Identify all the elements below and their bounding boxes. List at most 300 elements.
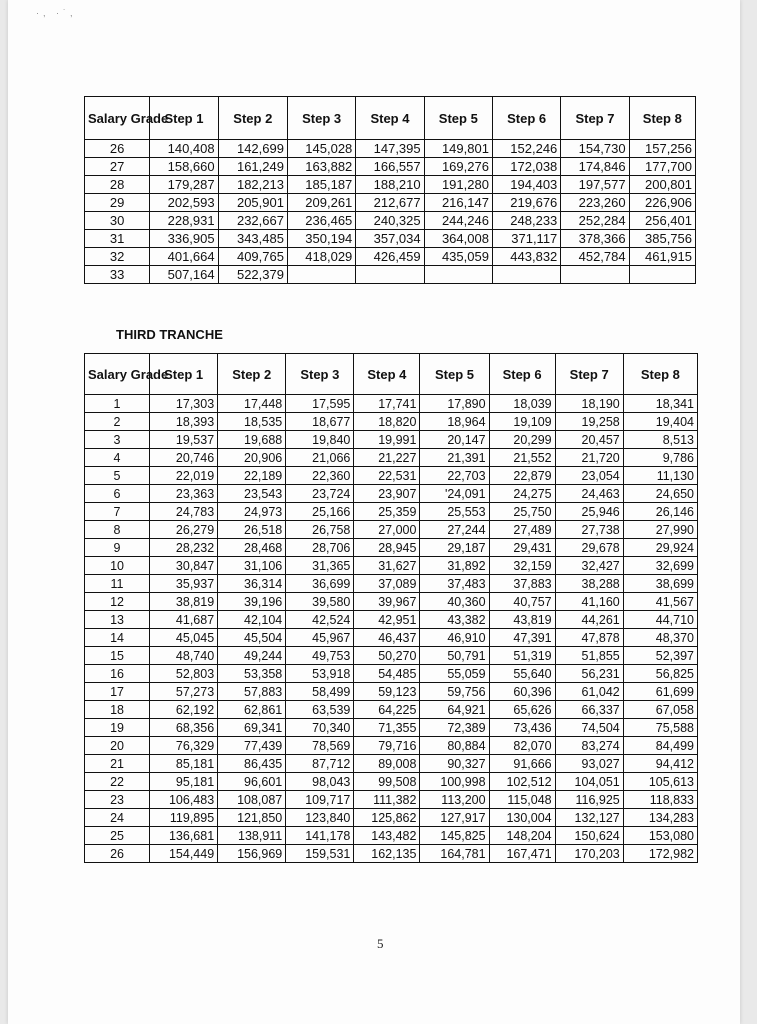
step-value-cell: 20,457 xyxy=(555,431,623,449)
step-value-cell: 65,626 xyxy=(489,701,555,719)
step-value-cell: 141,178 xyxy=(286,827,354,845)
step-value-cell: 162,135 xyxy=(354,845,420,863)
step-value-cell: 138,911 xyxy=(218,827,286,845)
salary-grade-cell: 21 xyxy=(85,755,150,773)
step-value-cell: 426,459 xyxy=(356,248,424,266)
step-value-cell: 26,146 xyxy=(623,503,697,521)
step-value-cell: 142,699 xyxy=(218,140,287,158)
salary-grade-cell: 27 xyxy=(85,158,150,176)
step-value-cell: 350,194 xyxy=(287,230,355,248)
step-value-cell: 166,557 xyxy=(356,158,424,176)
step-value-cell: 28,945 xyxy=(354,539,420,557)
step-value-cell: 125,862 xyxy=(354,809,420,827)
step-value-cell: 357,034 xyxy=(356,230,424,248)
step-value-cell: 136,681 xyxy=(150,827,218,845)
step-value-cell: 22,531 xyxy=(354,467,420,485)
step-value-cell: 121,850 xyxy=(218,809,286,827)
step-value-cell: 28,706 xyxy=(286,539,354,557)
step-value-cell: 123,840 xyxy=(286,809,354,827)
step-value-cell: 19,109 xyxy=(489,413,555,431)
step-value-cell: 435,059 xyxy=(424,248,492,266)
step-value-cell: 23,054 xyxy=(555,467,623,485)
step-value-cell: 18,393 xyxy=(150,413,218,431)
salary-grade-cell: 28 xyxy=(85,176,150,194)
step-value-cell: 32,427 xyxy=(555,557,623,575)
table-row xyxy=(85,467,698,485)
step-value-cell: 52,803 xyxy=(150,665,218,683)
header-step-6: Step 6 xyxy=(492,97,560,140)
page-number: 5 xyxy=(377,936,384,951)
step-value-cell xyxy=(424,266,492,284)
step-value-cell: 47,391 xyxy=(489,629,555,647)
step-value-cell: 47,878 xyxy=(555,629,623,647)
step-value-cell: 41,567 xyxy=(623,593,697,611)
table-row xyxy=(85,485,698,503)
step-value-cell: 94,412 xyxy=(623,755,697,773)
table-row xyxy=(85,140,696,158)
step-value-cell: 212,677 xyxy=(356,194,424,212)
step-value-cell: 24,783 xyxy=(150,503,218,521)
step-value-cell: 21,552 xyxy=(489,449,555,467)
step-value-cell: 21,720 xyxy=(555,449,623,467)
header-step-7: Step 7 xyxy=(555,354,623,395)
step-value-cell: 70,340 xyxy=(286,719,354,737)
step-value-cell: 91,666 xyxy=(489,755,555,773)
step-value-cell: 53,918 xyxy=(286,665,354,683)
step-value-cell: 156,969 xyxy=(218,845,286,863)
step-value-cell: 140,408 xyxy=(150,140,218,158)
step-value-cell: 73,436 xyxy=(489,719,555,737)
step-value-cell: 28,468 xyxy=(218,539,286,557)
step-value-cell: 205,901 xyxy=(218,194,287,212)
table-row xyxy=(85,737,698,755)
step-value-cell: 169,276 xyxy=(424,158,492,176)
header-step-5: Step 5 xyxy=(424,97,492,140)
step-value-cell: 18,190 xyxy=(555,395,623,413)
step-value-cell: 18,341 xyxy=(623,395,697,413)
table-row xyxy=(85,176,696,194)
table-row xyxy=(85,194,696,212)
step-value-cell: 75,588 xyxy=(623,719,697,737)
salary-grade-cell: 13 xyxy=(85,611,150,629)
step-value-cell xyxy=(629,266,695,284)
step-value-cell: 95,181 xyxy=(150,773,218,791)
step-value-cell: 152,246 xyxy=(492,140,560,158)
step-value-cell: 45,504 xyxy=(218,629,286,647)
header-step-7: Step 7 xyxy=(561,97,629,140)
step-value-cell: 30,847 xyxy=(150,557,218,575)
step-value-cell: 188,210 xyxy=(356,176,424,194)
step-value-cell: 27,489 xyxy=(489,521,555,539)
step-value-cell: 37,883 xyxy=(489,575,555,593)
salary-grade-cell: 17 xyxy=(85,683,150,701)
step-value-cell: 228,931 xyxy=(150,212,218,230)
step-value-cell: 58,499 xyxy=(286,683,354,701)
step-value-cell: 27,738 xyxy=(555,521,623,539)
step-value-cell: 22,879 xyxy=(489,467,555,485)
step-value-cell: 108,087 xyxy=(218,791,286,809)
table-row xyxy=(85,683,698,701)
step-value-cell: 36,699 xyxy=(286,575,354,593)
salary-grade-cell: 10 xyxy=(85,557,150,575)
step-value-cell: 23,724 xyxy=(286,485,354,503)
step-value-cell: 29,678 xyxy=(555,539,623,557)
step-value-cell: 9,786 xyxy=(623,449,697,467)
step-value-cell: 17,741 xyxy=(354,395,420,413)
step-value-cell: 56,231 xyxy=(555,665,623,683)
step-value-cell: '24,091 xyxy=(420,485,489,503)
step-value-cell: 118,833 xyxy=(623,791,697,809)
step-value-cell: 130,004 xyxy=(489,809,555,827)
step-value-cell: 371,117 xyxy=(492,230,560,248)
salary-grade-cell: 24 xyxy=(85,809,150,827)
step-value-cell: 105,613 xyxy=(623,773,697,791)
step-value-cell: 158,660 xyxy=(150,158,218,176)
step-value-cell: 69,341 xyxy=(218,719,286,737)
step-value-cell xyxy=(287,266,355,284)
step-value-cell: 25,750 xyxy=(489,503,555,521)
step-value-cell: 41,687 xyxy=(150,611,218,629)
step-value-cell: 31,627 xyxy=(354,557,420,575)
step-value-cell xyxy=(492,266,560,284)
step-value-cell: 100,998 xyxy=(420,773,489,791)
table-row xyxy=(85,809,698,827)
step-value-cell: 209,261 xyxy=(287,194,355,212)
step-value-cell: 57,883 xyxy=(218,683,286,701)
step-value-cell: 54,485 xyxy=(354,665,420,683)
table-row xyxy=(85,755,698,773)
step-value-cell: 89,008 xyxy=(354,755,420,773)
table-row xyxy=(85,629,698,647)
table-row xyxy=(85,248,696,266)
table-row xyxy=(85,557,698,575)
header-step-2: Step 2 xyxy=(218,354,286,395)
step-value-cell: 26,758 xyxy=(286,521,354,539)
step-value-cell: 31,106 xyxy=(218,557,286,575)
step-value-cell: 45,045 xyxy=(150,629,218,647)
salary-grade-cell: 5 xyxy=(85,467,150,485)
step-value-cell: 170,203 xyxy=(555,845,623,863)
step-value-cell: 17,303 xyxy=(150,395,218,413)
step-value-cell: 200,801 xyxy=(629,176,695,194)
step-value-cell: 93,027 xyxy=(555,755,623,773)
step-value-cell: 87,712 xyxy=(286,755,354,773)
step-value-cell: 20,147 xyxy=(420,431,489,449)
step-value-cell: 27,000 xyxy=(354,521,420,539)
step-value-cell: 24,275 xyxy=(489,485,555,503)
step-value-cell: 29,187 xyxy=(420,539,489,557)
step-value-cell: 28,232 xyxy=(150,539,218,557)
step-value-cell: 71,355 xyxy=(354,719,420,737)
header-salary-grade: Salary Grade xyxy=(85,354,150,395)
step-value-cell: 38,288 xyxy=(555,575,623,593)
step-value-cell: 145,825 xyxy=(420,827,489,845)
table-row xyxy=(85,773,698,791)
step-value-cell: 102,512 xyxy=(489,773,555,791)
table-row xyxy=(85,230,696,248)
step-value-cell: 11,130 xyxy=(623,467,697,485)
salary-grade-cell: 15 xyxy=(85,647,150,665)
step-value-cell: 29,431 xyxy=(489,539,555,557)
step-value-cell: 21,227 xyxy=(354,449,420,467)
step-value-cell: 18,039 xyxy=(489,395,555,413)
step-value-cell: 143,482 xyxy=(354,827,420,845)
step-value-cell: 134,283 xyxy=(623,809,697,827)
step-value-cell: 8,513 xyxy=(623,431,697,449)
step-value-cell: 159,531 xyxy=(286,845,354,863)
step-value-cell: 77,439 xyxy=(218,737,286,755)
step-value-cell: 113,200 xyxy=(420,791,489,809)
header-step-8: Step 8 xyxy=(623,354,697,395)
step-value-cell: 46,910 xyxy=(420,629,489,647)
step-value-cell: 32,699 xyxy=(623,557,697,575)
step-value-cell: 167,471 xyxy=(489,845,555,863)
step-value-cell: 29,924 xyxy=(623,539,697,557)
step-value-cell: 19,258 xyxy=(555,413,623,431)
step-value-cell: 44,261 xyxy=(555,611,623,629)
table-row xyxy=(85,611,698,629)
step-value-cell: 104,051 xyxy=(555,773,623,791)
salary-grade-cell: 25 xyxy=(85,827,150,845)
header-step-4: Step 4 xyxy=(356,97,424,140)
step-value-cell: 18,964 xyxy=(420,413,489,431)
step-value-cell: 37,089 xyxy=(354,575,420,593)
step-value-cell: 51,855 xyxy=(555,647,623,665)
step-value-cell: 461,915 xyxy=(629,248,695,266)
table-row xyxy=(85,266,696,284)
step-value-cell: 49,244 xyxy=(218,647,286,665)
step-value-cell: 42,951 xyxy=(354,611,420,629)
step-value-cell: 25,166 xyxy=(286,503,354,521)
step-value-cell: 153,080 xyxy=(623,827,697,845)
step-value-cell: 25,553 xyxy=(420,503,489,521)
header-step-2: Step 2 xyxy=(218,97,287,140)
step-value-cell: 50,791 xyxy=(420,647,489,665)
step-value-cell xyxy=(561,266,629,284)
table-header-row xyxy=(85,97,696,140)
step-value-cell xyxy=(356,266,424,284)
step-value-cell: 27,244 xyxy=(420,521,489,539)
step-value-cell: 236,465 xyxy=(287,212,355,230)
step-value-cell: 20,299 xyxy=(489,431,555,449)
step-value-cell: 401,664 xyxy=(150,248,218,266)
step-value-cell: 49,753 xyxy=(286,647,354,665)
step-value-cell: 17,595 xyxy=(286,395,354,413)
step-value-cell: 44,710 xyxy=(623,611,697,629)
step-value-cell: 42,104 xyxy=(218,611,286,629)
table-row xyxy=(85,647,698,665)
table-row xyxy=(85,449,698,467)
step-value-cell: 172,038 xyxy=(492,158,560,176)
table-row xyxy=(85,158,696,176)
step-value-cell: 36,314 xyxy=(218,575,286,593)
step-value-cell: 148,204 xyxy=(489,827,555,845)
step-value-cell: 127,917 xyxy=(420,809,489,827)
step-value-cell: 226,906 xyxy=(629,194,695,212)
step-value-cell: 72,389 xyxy=(420,719,489,737)
step-value-cell: 62,861 xyxy=(218,701,286,719)
step-value-cell: 40,757 xyxy=(489,593,555,611)
step-value-cell: 418,029 xyxy=(287,248,355,266)
step-value-cell: 23,363 xyxy=(150,485,218,503)
step-value-cell: 52,397 xyxy=(623,647,697,665)
step-value-cell: 43,819 xyxy=(489,611,555,629)
step-value-cell: 85,181 xyxy=(150,755,218,773)
step-value-cell: 39,580 xyxy=(286,593,354,611)
step-value-cell: 182,213 xyxy=(218,176,287,194)
step-value-cell: 17,448 xyxy=(218,395,286,413)
header-salary-grade: Salary Grade xyxy=(85,97,150,140)
table-row xyxy=(85,521,698,539)
salary-grade-cell: 8 xyxy=(85,521,150,539)
step-value-cell: 20,746 xyxy=(150,449,218,467)
step-value-cell: 154,730 xyxy=(561,140,629,158)
step-value-cell: 25,946 xyxy=(555,503,623,521)
salary-grade-cell: 22 xyxy=(85,773,150,791)
step-value-cell: 68,356 xyxy=(150,719,218,737)
step-value-cell: 19,688 xyxy=(218,431,286,449)
step-value-cell: 164,781 xyxy=(420,845,489,863)
step-value-cell: 119,895 xyxy=(150,809,218,827)
step-value-cell: 39,967 xyxy=(354,593,420,611)
salary-grade-cell: 11 xyxy=(85,575,150,593)
step-value-cell: 83,274 xyxy=(555,737,623,755)
step-value-cell: 111,382 xyxy=(354,791,420,809)
step-value-cell: 64,225 xyxy=(354,701,420,719)
step-value-cell: 59,756 xyxy=(420,683,489,701)
step-value-cell: 40,360 xyxy=(420,593,489,611)
step-value-cell: 452,784 xyxy=(561,248,629,266)
step-value-cell: 19,840 xyxy=(286,431,354,449)
step-value-cell: 22,019 xyxy=(150,467,218,485)
salary-grade-cell: 19 xyxy=(85,719,150,737)
step-value-cell: 172,982 xyxy=(623,845,697,863)
salary-grade-cell: 14 xyxy=(85,629,150,647)
table-row xyxy=(85,413,698,431)
step-value-cell: 22,360 xyxy=(286,467,354,485)
step-value-cell: 157,256 xyxy=(629,140,695,158)
step-value-cell: 179,287 xyxy=(150,176,218,194)
step-value-cell: 51,319 xyxy=(489,647,555,665)
step-value-cell: 248,233 xyxy=(492,212,560,230)
table-row xyxy=(85,719,698,737)
salary-grade-cell: 1 xyxy=(85,395,150,413)
step-value-cell: 39,196 xyxy=(218,593,286,611)
step-value-cell: 23,907 xyxy=(354,485,420,503)
step-value-cell: 84,499 xyxy=(623,737,697,755)
step-value-cell: 86,435 xyxy=(218,755,286,773)
step-value-cell: 147,395 xyxy=(356,140,424,158)
step-value-cell: 244,246 xyxy=(424,212,492,230)
step-value-cell: 507,164 xyxy=(150,266,218,284)
step-value-cell: 17,890 xyxy=(420,395,489,413)
step-value-cell: 22,189 xyxy=(218,467,286,485)
step-value-cell: 98,043 xyxy=(286,773,354,791)
salary-grade-cell: 12 xyxy=(85,593,150,611)
step-value-cell: 443,832 xyxy=(492,248,560,266)
step-value-cell: 46,437 xyxy=(354,629,420,647)
table-row xyxy=(85,593,698,611)
step-value-cell: 232,667 xyxy=(218,212,287,230)
step-value-cell: 55,640 xyxy=(489,665,555,683)
scan-marks: ·, ·˙, xyxy=(36,8,77,18)
step-value-cell: 21,066 xyxy=(286,449,354,467)
salary-grade-cell: 9 xyxy=(85,539,150,557)
step-value-cell: 21,391 xyxy=(420,449,489,467)
step-value-cell: 41,160 xyxy=(555,593,623,611)
step-value-cell: 38,819 xyxy=(150,593,218,611)
step-value-cell: 18,820 xyxy=(354,413,420,431)
table-row xyxy=(85,791,698,809)
step-value-cell: 60,396 xyxy=(489,683,555,701)
salary-grade-cell: 18 xyxy=(85,701,150,719)
step-value-cell: 90,327 xyxy=(420,755,489,773)
step-value-cell: 20,906 xyxy=(218,449,286,467)
step-value-cell: 31,892 xyxy=(420,557,489,575)
salary-grade-cell: 29 xyxy=(85,194,150,212)
header-step-5: Step 5 xyxy=(420,354,489,395)
step-value-cell: 63,539 xyxy=(286,701,354,719)
step-value-cell: 80,884 xyxy=(420,737,489,755)
salary-grade-cell: 23 xyxy=(85,791,150,809)
table-row xyxy=(85,395,698,413)
salary-grade-cell: 33 xyxy=(85,266,150,284)
section-title: THIRD TRANCHE xyxy=(116,327,223,342)
step-value-cell: 161,249 xyxy=(218,158,287,176)
step-value-cell: 23,543 xyxy=(218,485,286,503)
step-value-cell: 82,070 xyxy=(489,737,555,755)
step-value-cell: 59,123 xyxy=(354,683,420,701)
step-value-cell: 99,508 xyxy=(354,773,420,791)
step-value-cell: 19,404 xyxy=(623,413,697,431)
salary-grade-cell: 3 xyxy=(85,431,150,449)
step-value-cell: 177,700 xyxy=(629,158,695,176)
step-value-cell: 256,401 xyxy=(629,212,695,230)
step-value-cell: 79,716 xyxy=(354,737,420,755)
salary-grade-cell: 31 xyxy=(85,230,150,248)
header-step-4: Step 4 xyxy=(354,354,420,395)
table-row xyxy=(85,212,696,230)
step-value-cell: 19,537 xyxy=(150,431,218,449)
header-step-3: Step 3 xyxy=(287,97,355,140)
table-row xyxy=(85,845,698,863)
salary-grade-cell: 32 xyxy=(85,248,150,266)
step-value-cell: 53,358 xyxy=(218,665,286,683)
step-value-cell: 76,329 xyxy=(150,737,218,755)
step-value-cell: 48,740 xyxy=(150,647,218,665)
step-value-cell: 223,260 xyxy=(561,194,629,212)
step-value-cell: 364,008 xyxy=(424,230,492,248)
step-value-cell: 132,127 xyxy=(555,809,623,827)
salary-grade-cell: 7 xyxy=(85,503,150,521)
header-step-6: Step 6 xyxy=(489,354,555,395)
table-row xyxy=(85,827,698,845)
step-value-cell: 57,273 xyxy=(150,683,218,701)
header-step-3: Step 3 xyxy=(286,354,354,395)
table-row xyxy=(85,503,698,521)
step-value-cell: 56,825 xyxy=(623,665,697,683)
step-value-cell: 109,717 xyxy=(286,791,354,809)
step-value-cell: 154,449 xyxy=(150,845,218,863)
step-value-cell: 18,677 xyxy=(286,413,354,431)
step-value-cell: 202,593 xyxy=(150,194,218,212)
step-value-cell: 343,485 xyxy=(218,230,287,248)
step-value-cell: 32,159 xyxy=(489,557,555,575)
step-value-cell: 191,280 xyxy=(424,176,492,194)
step-value-cell: 409,765 xyxy=(218,248,287,266)
step-value-cell: 25,359 xyxy=(354,503,420,521)
step-value-cell: 336,905 xyxy=(150,230,218,248)
